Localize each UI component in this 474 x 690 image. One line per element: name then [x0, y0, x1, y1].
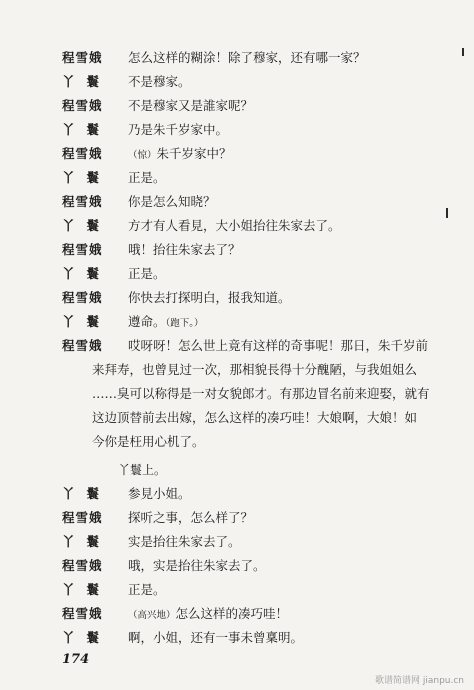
speaker: 丫鬟 — [62, 534, 112, 549]
dialogue-line — [62, 603, 464, 625]
speech-continuation: 来拜寿，也曾見过一次，那相貌長得十分醜陋，与我姐姐么 — [92, 362, 418, 377]
line-text: 哦，实是抬往朱家去了。 — [128, 558, 266, 573]
dialogue-line — [62, 627, 464, 649]
speaker: 丫鬟 — [62, 582, 112, 597]
line-text: 不是穆家又是誰家呢？ — [128, 98, 254, 113]
speaker: 丫鬟 — [62, 74, 112, 89]
line-text: 正是。 — [128, 170, 166, 185]
line-body: 怎么这样的凑巧哇！ — [175, 606, 289, 621]
dialogue-line — [62, 191, 464, 213]
line-text — [128, 143, 232, 167]
stage-note: （惊） — [128, 150, 157, 161]
speaker: 丫鬟 — [62, 122, 112, 137]
speaker: 程雪娥 — [62, 242, 103, 257]
speaker: 丫鬟 — [62, 266, 112, 281]
page-number: 174 — [62, 652, 90, 667]
dialogue-line — [62, 531, 464, 553]
watermark: 歌谱简谱网 jianpu.cn — [374, 676, 464, 686]
stage-note: （高兴地） — [128, 610, 176, 621]
dialogue-line — [62, 215, 464, 237]
speaker: 程雪娥 — [62, 510, 103, 525]
speaker: 程雪娥 — [62, 98, 103, 113]
dialogue-line — [62, 263, 464, 285]
dialogue-line — [62, 167, 464, 189]
line-text: 不是穆家。 — [128, 74, 191, 89]
dialogue-line — [62, 239, 464, 261]
speaker: 丫鬟 — [62, 218, 112, 233]
line-text — [128, 311, 204, 335]
dialogue-line — [62, 483, 464, 505]
line-text: 正是。 — [128, 582, 166, 597]
line-text: 探听之事，怎么样了？ — [128, 510, 254, 525]
line-text: 怎么这样的糊涂！除了穆家，还有哪一家？ — [128, 50, 366, 65]
dialogue-line — [62, 143, 464, 165]
line-text: 啊，小姐，还有一事未曾稟明。 — [128, 630, 304, 645]
speaker: 丫鬟 — [62, 486, 112, 501]
print-speck — [446, 208, 448, 218]
dialogue-line — [62, 311, 464, 333]
stage-direction: 丫鬟上。 — [118, 463, 167, 477]
line-text: 乃是朱千岁家中。 — [128, 122, 229, 137]
line-text: 哦！抬往朱家去了？ — [128, 242, 241, 257]
stage-note: （跑下。） — [165, 318, 204, 329]
print-speck — [462, 48, 464, 56]
dialogue-line — [62, 555, 464, 577]
line-body: 朱千岁家中？ — [156, 146, 232, 161]
speaker: 程雪娥 — [62, 50, 103, 65]
line-text: 方才有人看見，大小姐抬往朱家去了。 — [128, 218, 341, 233]
speaker: 程雪娥 — [62, 146, 103, 161]
line-text: 正是。 — [128, 266, 166, 281]
dialogue-line — [62, 335, 464, 357]
line-text: 你是怎么知晓？ — [128, 194, 216, 209]
line-text: 参見小姐。 — [128, 486, 191, 501]
speaker: 程雪娥 — [62, 194, 103, 209]
speech-continuation: 今你是枉用心机了。 — [92, 434, 205, 449]
dialogue-line — [62, 119, 464, 141]
speaker: 程雪娥 — [62, 606, 103, 621]
dialogue-line — [62, 507, 464, 529]
speaker: 丫鬟 — [62, 630, 112, 645]
speaker: 丫鬟 — [62, 314, 112, 329]
dialogue-line — [62, 287, 464, 309]
speech-continuation: ……臭可以称得是一对女貌郎才。有那边冒名前来迎娶，就有 — [92, 386, 430, 401]
line-text: 哎呀呀！怎么世上竟有这样的奇事呢！那日，朱千岁前 — [128, 338, 429, 353]
line-text: 实是抬往朱家去了。 — [128, 534, 241, 549]
line-body: 遵命。 — [128, 314, 166, 329]
speech-continuation: 这边顶替前去出嫁，怎么这样的凑巧哇！大娘啊，大娘！如 — [92, 410, 418, 425]
speaker: 程雪娥 — [62, 338, 103, 353]
line-text: 你快去打探明白，报我知道。 — [128, 290, 291, 305]
dialogue-line — [62, 47, 464, 69]
dialogue-line — [62, 579, 464, 601]
dialogue-line — [62, 95, 464, 117]
line-text — [128, 603, 288, 627]
speaker: 丫鬟 — [62, 170, 112, 185]
dialogue-line — [62, 71, 464, 93]
speaker: 程雪娥 — [62, 290, 103, 305]
speaker: 程雪娥 — [62, 558, 103, 573]
